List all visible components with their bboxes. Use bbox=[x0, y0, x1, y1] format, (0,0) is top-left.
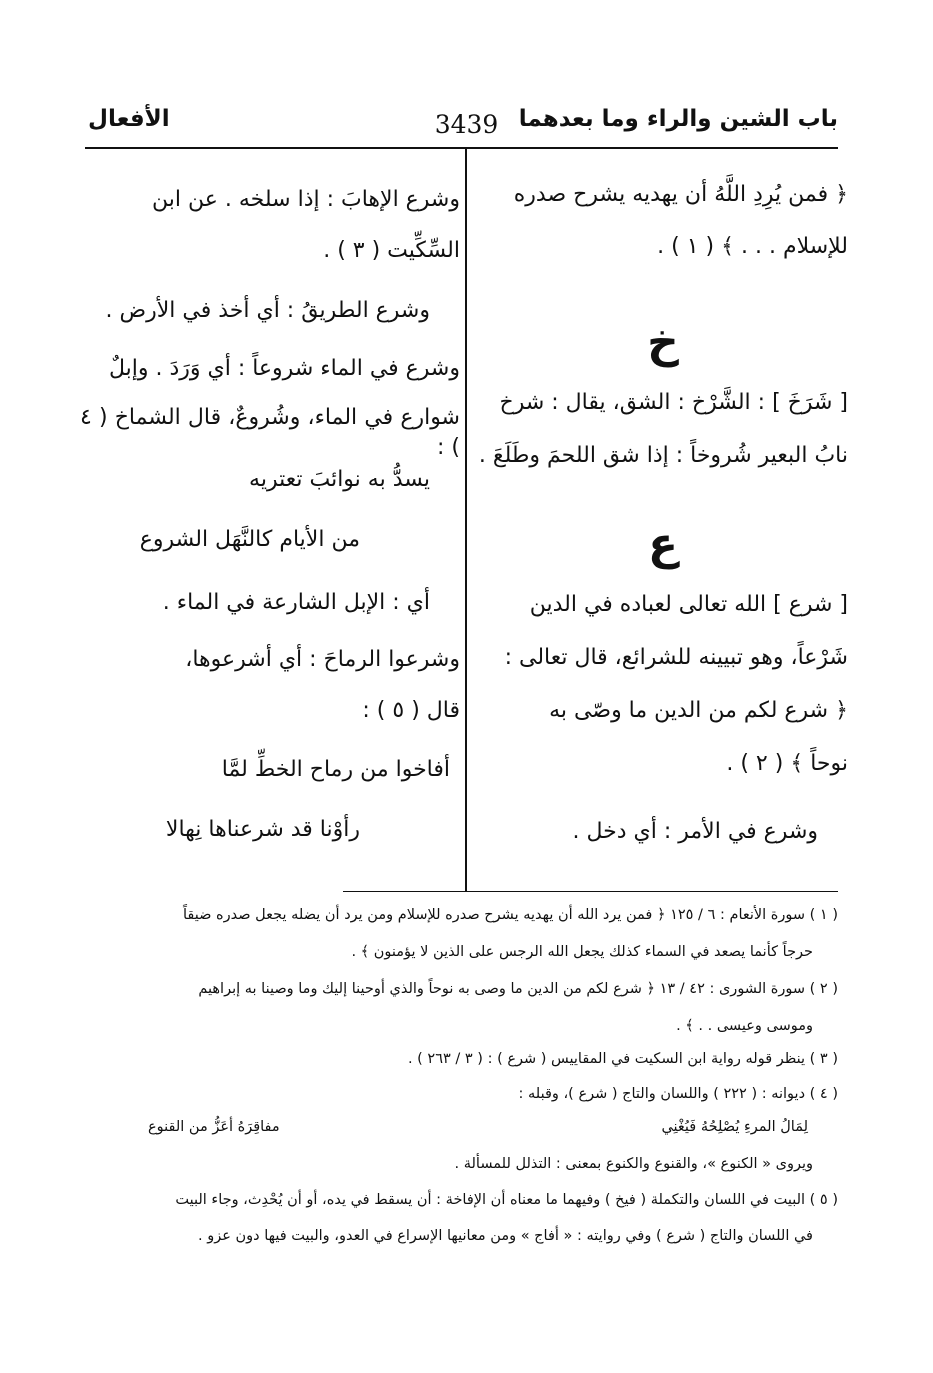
entry-line: نابُ البعير شُروخاً : إذا شق اللحمَ وطَلَعَ . bbox=[478, 443, 848, 468]
entry-line: شَرْعاً، وهو تبيينه للشرائع، قال تعالى : bbox=[504, 645, 848, 670]
footnote-4-line: ويروى « الكنوع »، والقنوع والكنوع بمعنى : التذلل للمسألة . bbox=[454, 1156, 813, 1172]
column-divider bbox=[465, 149, 467, 891]
entry-line: وشرعوا الرماحَ : أي أشرعوها، bbox=[185, 647, 460, 672]
footnote-2-line: وموسى وعيسى . . ﴾ . bbox=[676, 1018, 813, 1034]
entry-line: أي : الإبل الشارعة في الماء . bbox=[162, 590, 430, 615]
entry-line: نوحاً ﴾ ( ٢ ) . bbox=[726, 751, 848, 776]
entry-line: [ شرع ] الله تعالى لعباده في الدين bbox=[529, 592, 848, 617]
entry-line: [ شَرَخَ ] : الشَّرْخ : الشق، يقال : شرخ bbox=[499, 390, 848, 415]
entry-line: وشرع الطريقُ : أي أخذ في الأرض . bbox=[105, 298, 430, 323]
footnote-1-line: حرجاً كأنما يصعد في السماء كذلك يجعل الله الرجس على الذين لا يؤمنون ﴾ . bbox=[351, 944, 813, 960]
entry-line: وشرع الإهابَ : إذا سلخه . عن ابن bbox=[152, 187, 460, 212]
page-number: 3439 bbox=[434, 110, 499, 139]
verse-hemistich: يسدُّ به نوائبَ تعتريه bbox=[249, 467, 430, 492]
entry-line: قال ( ٥ ) : bbox=[362, 698, 460, 723]
header-rule bbox=[85, 147, 838, 149]
entry-line: وشرع في الماء شروعاً : أي وَرَدَ . وإبلٌ bbox=[108, 356, 460, 381]
footnote-1-line: ( ١ ) سورة الأنعام : ٦ / ١٢٥ ﴿ فمن يرد الله أن يهديه يشرح صدره للإسلام ومن يرد أن يضله يجعل صدره ضيقاً bbox=[182, 907, 838, 923]
verse-hemistich: لِمَالُ المرءِ يُصْلِحُهُ فَيُغْنِي bbox=[661, 1119, 808, 1135]
entry-line: وشرع في الأمر : أي دخل . bbox=[572, 819, 818, 844]
letter-heading-ayn: ع bbox=[647, 519, 679, 570]
section-title: الأفعال bbox=[88, 106, 170, 132]
footnote-3: ( ٣ ) ينظر قوله رواية ابن السكيت في المقاييس ( شرع ) : ( ٣ / ٢٦٣ ) . bbox=[407, 1051, 838, 1067]
entry-line: شوارع في الماء، وشُروعٌ، قال الشماخ ( ٤ ) : bbox=[80, 405, 460, 460]
footnote-2-line: ( ٢ ) سورة الشورى : ٤٢ / ١٣ ﴿ شرع لكم من الدين ما وصى به نوحاً والذي أوحينا إليك وما وصينا به إبراهيم bbox=[198, 981, 838, 997]
verse-hemistich: مفاقِرَهُ أعَزُّ من القنوع bbox=[148, 1119, 280, 1135]
verse-hemistich: رأوْنا قد شرعناها نِهالا bbox=[165, 817, 360, 842]
footnote-4-verse bbox=[128, 1119, 808, 1145]
entry-line: ﴿ شرع لكم من الدين ما وصّى به bbox=[549, 698, 848, 723]
verse-hemistich: من الأيام كالنَّهَل الشروع bbox=[139, 527, 360, 552]
entry-line: السِّكِّيت ( ٣ ) . bbox=[323, 238, 460, 263]
verse-hemistich: أفاخوا من رماح الخطِّ لمَّا bbox=[221, 757, 450, 782]
letter-heading-kha: خ bbox=[647, 317, 679, 368]
quote-line: للإسلام . . . ﴾ ( ١ ) . bbox=[657, 234, 848, 259]
footnote-4-line: ( ٤ ) ديوانه : ( ٢٢٢ ) واللسان والتاج ( شرع )، وقبله : bbox=[518, 1086, 838, 1102]
chapter-title: باب الشين والراء وما بعدهما bbox=[518, 106, 838, 132]
footnote-5-line: في اللسان والتاج ( شرع ) وفي روايته : « أفاج » ومن معانيها الإسراع في العدو، والبيت فيها دون عزو . bbox=[198, 1228, 813, 1244]
footnote-5-line: ( ٥ ) البيت في اللسان والتكملة ( فيخ ) وفيهما ما معناه أن الإفاخة : أن يسقط في يده، أو أن يُحْدِث، وجاء البيت bbox=[175, 1192, 838, 1208]
quote-line: ﴿ فمن يُرِدِ اللَّهُ أن يهديه يشرح صدره bbox=[513, 182, 848, 207]
footnote-rule bbox=[343, 891, 838, 892]
